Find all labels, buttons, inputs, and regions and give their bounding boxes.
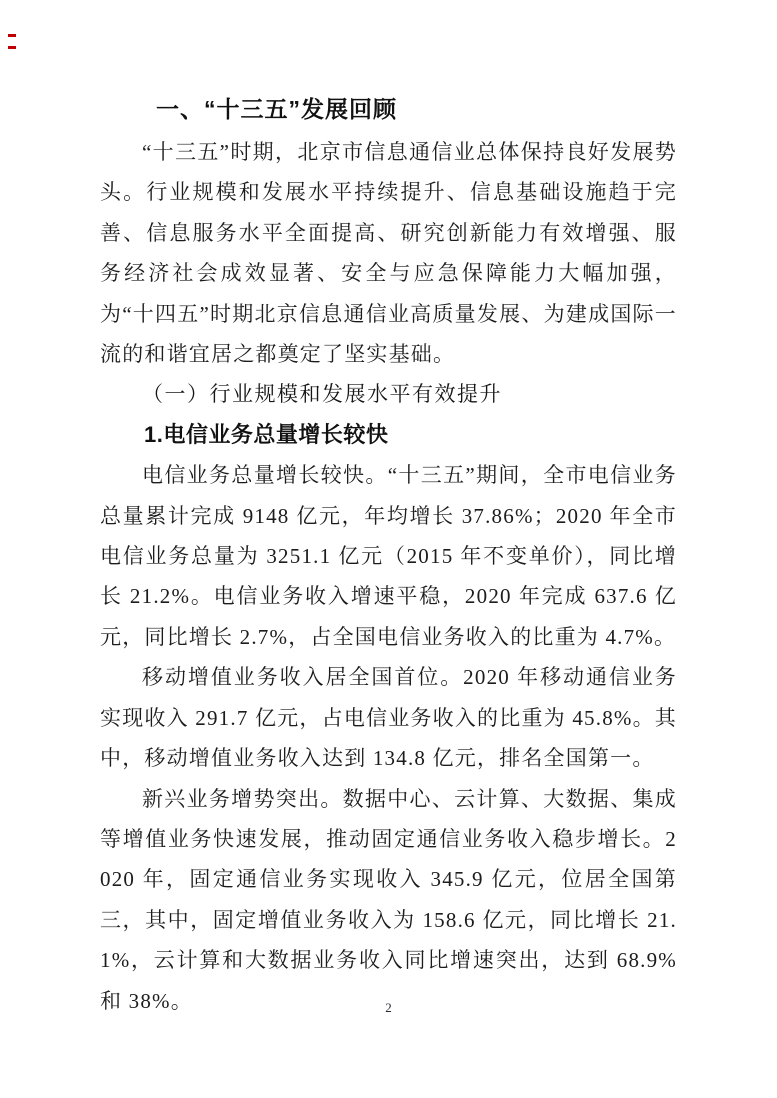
page-number: 2 [385,1000,392,1015]
paragraph-mobile-value-added: 移动增值业务收入居全国首位。2020 年移动通信业务实现收入 291.7 亿元，占电信业务收入的比重为 45.8%。其中，移动增值业务收入达到 134.8 亿元，排名全国第一。 [100,665,677,771]
paragraph-emerging-business: 新兴业务增势突出。数据中心、云计算、大数据、集成等增值业务快速发展，推动固定通信业务收入稳步增长。2020 年，固定通信业务实现收入 345.9 亿元，位居全国第三，其中，固定增值业务收入为 158.6 亿元，同比增长 21.1%，云计算和大数据业务收入同比增速突出，达到 68.9%和 38%。 [100,786,677,1013]
paragraph-overview: “十三五”时期，北京市信息通信业总体保持良好发展势头。行业规模和发展水平持续提升、信息基础设施趋于完善、信息服务水平全面提高、研究创新能力有效增强、服务经济社会成效显著、安全与应急保障能力大幅加强，为“十四五”时期北京信息通信业高质量发展、为建成国际一流的和谐宜居之都奠定了坚实基础。 [100,140,677,367]
revision-mark-icon [8,46,16,49]
revision-mark-icon [8,34,16,37]
point-heading: 1.电信业务总量增长较快 [144,421,389,447]
section-heading: 一、“十三五”发展回顾 [156,96,397,122]
document-body [100,86,677,1021]
paragraph-telecom-volume: 电信业务总量增长较快。“十三五”期间，全市电信业务总量累计完成 9148 亿元，年均增长 37.86%；2020 年全市电信业务总量为 3251.1 亿元（2015 年不变单价），同比增长 21.2%。电信业务收入增速平稳，2020 年完成 637.6 亿元，同比增长 2.7%，占全国电信业务收入的比重为 4.7%。 [100,463,677,649]
subsection-heading: （一）行业规模和发展水平有效提升 [142,382,502,407]
